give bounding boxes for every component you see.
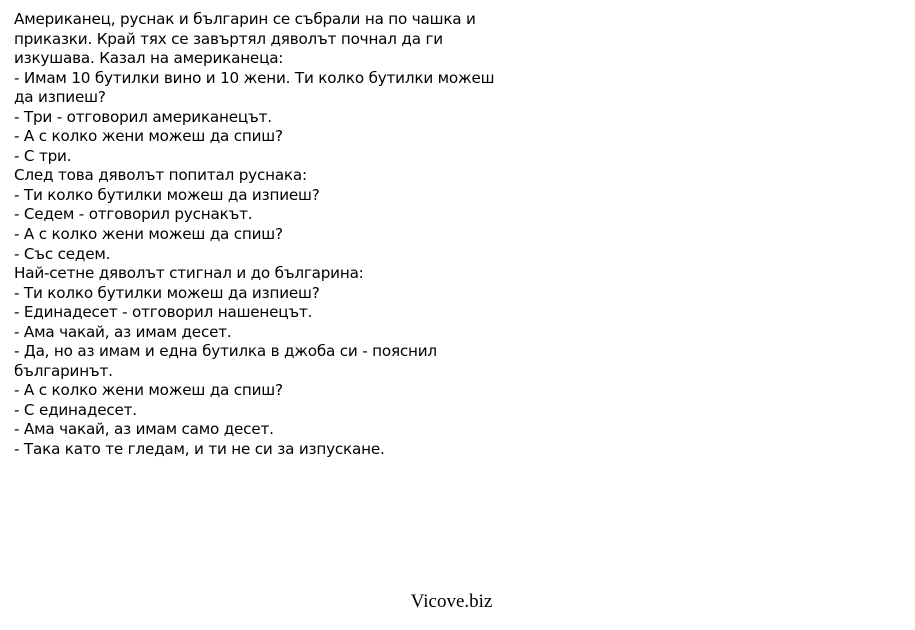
joke-line: - Със седем.	[14, 244, 111, 263]
joke-line: изкушава. Казал на американеца:	[14, 49, 284, 68]
joke-line: Най-сетне дяволът стигнал и до българина:	[14, 264, 364, 283]
joke-line: - Така като те гледам, и ти не си за изпускане.	[14, 440, 385, 459]
joke-line: Американец, руснак и българин се събрали на по чашка и	[14, 10, 476, 28]
joke-line: българинът.	[14, 361, 113, 380]
site-watermark: Vicove.biz	[410, 591, 493, 612]
joke-line: - Да, но аз имам и една бутилка в джоба си - пояснил	[14, 342, 437, 361]
joke-line: - С единадесет.	[14, 400, 137, 419]
joke-line: - Имам 10 бутилки вино и 10 жени. Ти колко бутилки можеш	[14, 68, 495, 87]
joke-line: - А с колко жени можеш да спиш?	[14, 127, 283, 146]
joke-line: - Ама чакай, аз имам само десет.	[14, 420, 274, 439]
joke-line: - А с колко жени можеш да спиш?	[14, 225, 283, 244]
joke-line: - Седем - отговорил руснакът.	[14, 205, 253, 224]
joke-line: - Ама чакай, аз имам десет.	[14, 322, 232, 341]
joke-line: - Три - отговорил американецът.	[14, 107, 272, 126]
joke-line: - Единадесет - отговорил нашенецът.	[14, 303, 313, 322]
joke-line: да изпиеш?	[14, 88, 106, 107]
joke-line: След това дяволът попитал руснака:	[14, 166, 307, 185]
joke-text	[14, 10, 574, 460]
joke-line: - А с колко жени можеш да спиш?	[14, 381, 283, 400]
joke-line: - С три.	[14, 146, 72, 165]
joke-line: приказки. Край тях се завъртял дяволът почнал да ги	[14, 29, 443, 48]
joke-line: - Ти колко бутилки можеш да изпиеш?	[14, 185, 320, 204]
joke-line: - Ти колко бутилки можеш да изпиеш?	[14, 283, 320, 302]
